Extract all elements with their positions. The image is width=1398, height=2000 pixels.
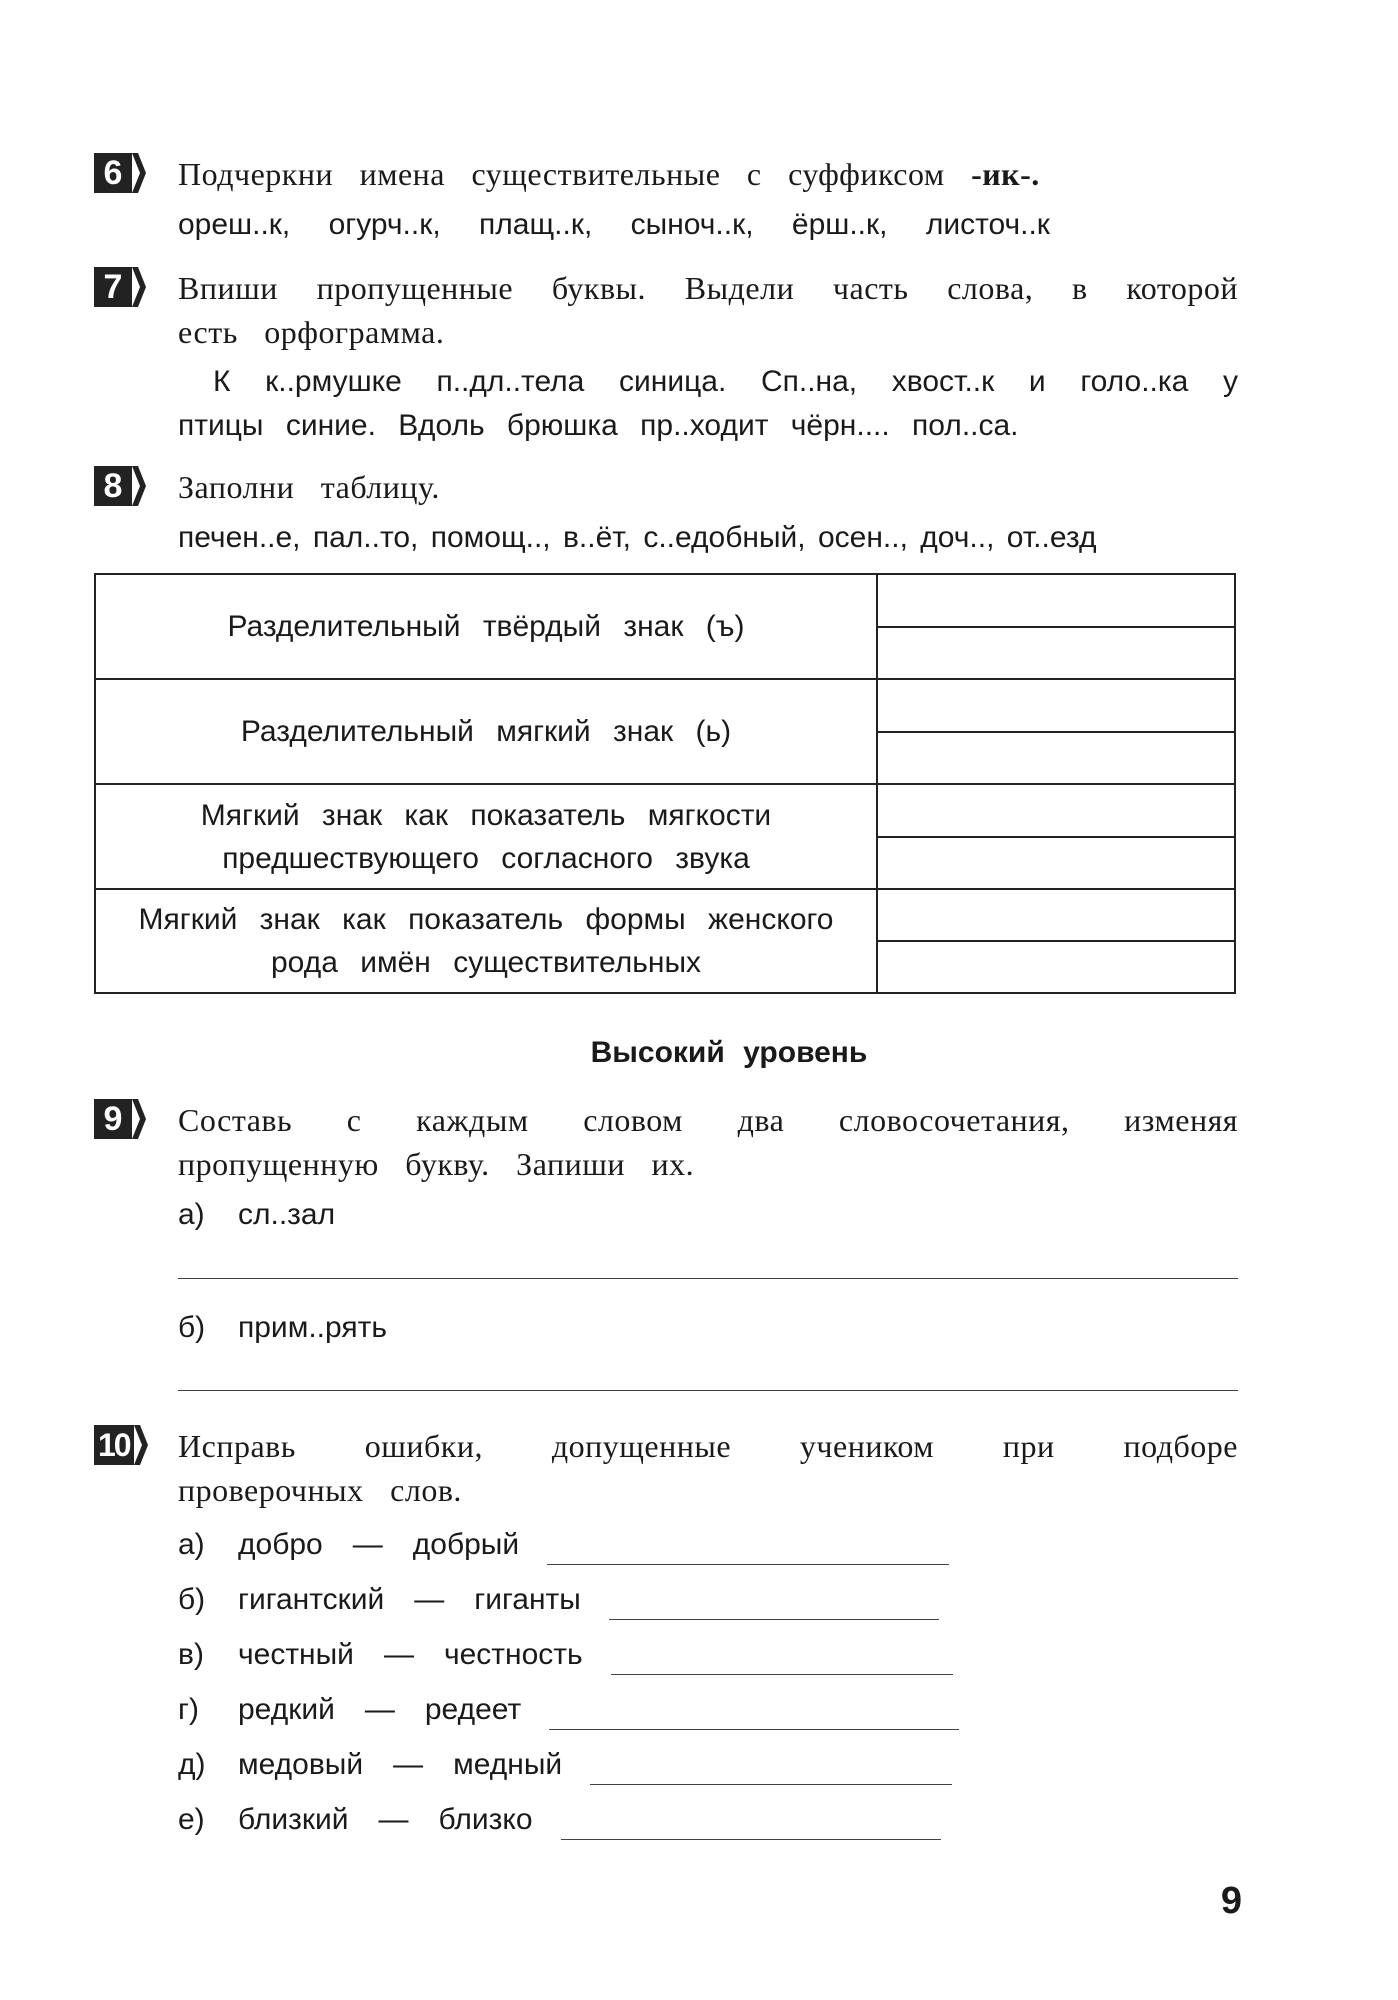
answer-slot[interactable] [878,680,1234,733]
answer-slot[interactable] [878,785,1234,838]
pair-check-word: гиганты [474,1583,581,1616]
task-10-pair [178,1745,952,1785]
answer-slot[interactable] [878,628,1234,679]
task-number: 10 [94,1425,134,1465]
chevron-right-icon [132,153,146,193]
table-row [96,890,1234,992]
pair-dash: — [352,1528,383,1561]
word-item[interactable]: огурч..к, [328,208,441,241]
answer-slot[interactable] [878,890,1234,942]
task-9-instruction: Составь с каждым словом два словосочетания, изменяя пропущенную букву. Запиши их. [178,1102,1238,1182]
pair-dash: — [364,1693,395,1726]
pair-check-word: редеет [424,1693,522,1726]
task-number: 6 [94,153,132,193]
pair-check-word: медный [453,1748,563,1781]
task-number: 9 [94,1099,132,1139]
task-6-word-list [178,205,1080,245]
chevron-right-icon [132,1099,146,1139]
task-8-word-list: печен..е, пал..то, помощ.., в..ёт, с..едобный, осен.., доч.., от..езд [178,521,1097,554]
suffix-text: -ик-. [971,156,1040,192]
task-10-pair [178,1800,941,1840]
task-7-number [94,266,146,308]
answer-line[interactable] [178,1278,1238,1279]
row-label: Разделительный твёрдый знак (ъ) [96,575,878,678]
pair-check-word: близко [438,1803,533,1836]
task-9-item-a [178,1195,335,1235]
table-row [96,575,1234,680]
pair-check-word: честность [443,1638,583,1671]
pair-word: медовый [238,1748,364,1781]
chevron-right-icon [132,267,146,307]
pair-dash: — [378,1803,409,1836]
task-7-text: К к..рмушке п..дл..тела синица. Сп..на, хвост..к и голо..ка у птицы синие. Вдоль брюшка пр..ходит чёрн.... пол..са. [178,365,1238,442]
task-7-instruction: Впиши пропущенные буквы. Выдели часть слова, в которой есть орфограмма. [178,270,1238,350]
answer-cells [878,890,1234,992]
answer-line[interactable] [561,1805,941,1840]
answer-line[interactable] [178,1390,1238,1391]
answer-line[interactable] [547,1530,949,1565]
answer-slot[interactable] [878,942,1234,992]
item-label: д) [178,1748,206,1781]
task-6-number [94,152,146,194]
task-10-pair [178,1525,949,1565]
answer-slot[interactable] [878,733,1234,784]
section-heading: Высокий уровень [590,1036,868,1069]
answer-cells [878,680,1234,783]
word-item[interactable]: ёрш..к, [791,208,888,241]
item-label: а) [178,1528,205,1561]
item-word: прим..рять [238,1311,387,1344]
item-label: е) [178,1803,205,1836]
task-9-item-b [178,1308,387,1348]
task-8-number [94,465,146,507]
task-8-instruction: Заполни таблицу. [178,469,440,505]
chevron-right-icon [134,1425,148,1465]
pair-word: добро [238,1528,323,1561]
item-label: б) [178,1311,206,1344]
pair-check-word: добрый [412,1528,520,1561]
row-label: Мягкий знак как показатель мягкости предшествующего согласного звука [96,785,878,888]
task-9-number [94,1098,146,1140]
task-10-instruction: Исправь ошибки, допущенные учеником при подборе проверочных слов. [178,1428,1238,1508]
pair-dash: — [383,1638,414,1671]
item-label: б) [178,1583,206,1616]
table-row [96,785,1234,890]
answer-cells [878,575,1234,678]
answer-line[interactable] [590,1750,952,1785]
answer-cells [878,785,1234,888]
chevron-right-icon [132,466,146,506]
answer-line[interactable] [609,1585,939,1620]
pair-word: близкий [238,1803,349,1836]
page-number: 9 [1220,1880,1242,1922]
item-label: в) [178,1638,204,1671]
task-10-pair [178,1690,959,1730]
pair-word: честный [238,1638,354,1671]
instruction-text: Подчеркни имена существительные с суффиксом [178,156,945,192]
task-6-instruction [178,152,1238,196]
table-row [96,680,1234,785]
pair-dash: — [414,1583,445,1616]
task-10-number [94,1424,148,1466]
row-label: Разделительный мягкий знак (ь) [96,680,878,783]
word-item[interactable]: сыноч..к, [630,208,754,241]
pair-dash: — [393,1748,424,1781]
word-item[interactable]: ореш..к, [178,208,291,241]
task-10-pair [178,1635,953,1675]
item-label: г) [178,1693,199,1726]
task-10-pair [178,1580,939,1620]
answer-slot[interactable] [878,838,1234,889]
word-item[interactable]: листоч..к [925,208,1050,241]
classification-table [94,573,1236,994]
item-word: сл..зал [238,1198,336,1231]
row-label: Мягкий знак как показатель формы женского рода имён существительных [96,890,878,992]
pair-word: гигантский [238,1583,385,1616]
answer-line[interactable] [549,1695,959,1730]
word-item[interactable]: плащ..к, [479,208,593,241]
pair-word: редкий [238,1693,335,1726]
task-number: 8 [94,466,132,506]
answer-line[interactable] [611,1640,953,1675]
answer-slot[interactable] [878,575,1234,628]
task-number: 7 [94,267,132,307]
item-label: а) [178,1198,205,1231]
